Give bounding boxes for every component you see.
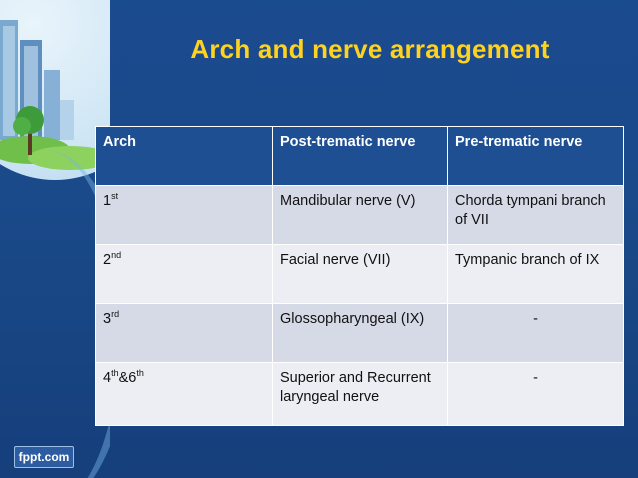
arch-cell <box>96 363 273 426</box>
header-pre-trematic: Pre-trematic nerve <box>448 127 624 186</box>
arch-ordinal-2: th <box>136 368 144 379</box>
table-row <box>96 245 624 304</box>
arch-cell <box>96 245 273 304</box>
post-trematic-cell: Glossopharyngeal (IX) <box>273 304 448 363</box>
arch-cell <box>96 304 273 363</box>
table-header-row <box>96 127 624 186</box>
pre-trematic-cell: - <box>448 304 624 363</box>
pre-trematic-cell: Tympanic branch of IX <box>448 245 624 304</box>
arch-nerve-table <box>95 126 624 426</box>
decorative-swoosh <box>0 150 110 478</box>
post-trematic-cell: Mandibular nerve (V) <box>273 186 448 245</box>
arch-number: 4 <box>103 370 112 386</box>
arch-number: 1 <box>103 193 112 209</box>
header-arch: Arch <box>96 127 273 186</box>
table-row <box>96 363 624 426</box>
arch-cell <box>96 186 273 245</box>
post-trematic-cell: Facial nerve (VII) <box>273 245 448 304</box>
slide-title: Arch and nerve arrangement <box>190 34 550 64</box>
arch-number: 3 <box>103 311 112 327</box>
arch-ordinal: st <box>111 191 119 202</box>
pre-trematic-cell: - <box>448 363 624 426</box>
post-trematic-cell: Superior and Recurrent laryngeal nerve <box>273 363 448 426</box>
arch-ordinal: th <box>111 368 119 379</box>
arch-number: 2 <box>103 252 112 268</box>
table-row <box>96 186 624 245</box>
decorative-left-art <box>0 0 110 478</box>
header-post-trematic: Post-trematic nerve <box>273 127 448 186</box>
arch-ordinal: rd <box>111 309 120 320</box>
fppt-logo[interactable]: fppt.com <box>14 446 74 468</box>
table-row <box>96 304 624 363</box>
arch-ordinal: nd <box>111 250 122 261</box>
arch-suffix: &6 <box>118 370 137 386</box>
pre-trematic-cell: Chorda tympani branch of VII <box>448 186 624 245</box>
